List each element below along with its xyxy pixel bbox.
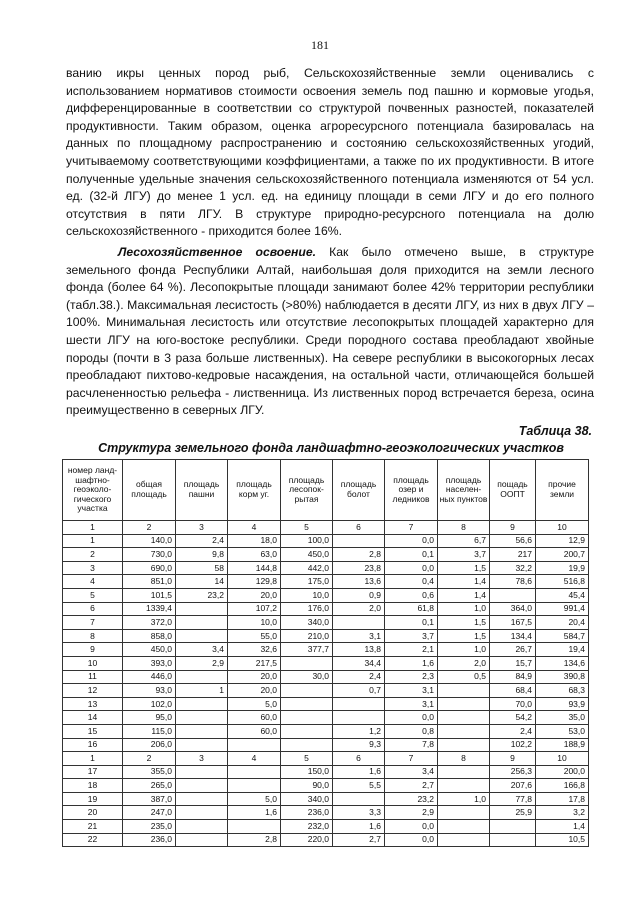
table-cell: 516,8	[536, 575, 589, 589]
table-cell: 210,0	[281, 629, 333, 643]
table-cell: 3,7	[385, 629, 438, 643]
table-cell: 851,0	[123, 575, 176, 589]
table-cell: 690,0	[123, 561, 176, 575]
table-cell: 8	[438, 521, 490, 535]
table-cell: 2,0	[333, 602, 385, 616]
table-cell: 8	[438, 752, 490, 766]
table-cell: 991,4	[536, 602, 589, 616]
table-cell: 18,0	[228, 534, 281, 548]
table-cell	[438, 820, 490, 834]
table-cell: 235,0	[123, 820, 176, 834]
table-cell: 446,0	[123, 670, 176, 684]
row-id-cell: 13	[63, 697, 123, 711]
table-cell: 56,6	[490, 534, 536, 548]
table-cell: 3,2	[536, 806, 589, 820]
table-cell: 175,0	[281, 575, 333, 589]
table-cell: 107,2	[228, 602, 281, 616]
table-cell: 2,7	[385, 779, 438, 793]
table-cell	[333, 792, 385, 806]
table-cell: 10,0	[281, 588, 333, 602]
table-cell: 1,4	[536, 820, 589, 834]
row-id-cell: 1	[63, 521, 123, 535]
table-row	[63, 656, 589, 670]
table-row	[63, 833, 589, 847]
header-cell: номер ланд-шафтно-геоэколо-гического участка	[63, 460, 123, 521]
table-cell: 0,0	[385, 534, 438, 548]
table-cell: 101,5	[123, 588, 176, 602]
table-cell	[438, 697, 490, 711]
table-cell: 236,0	[123, 833, 176, 847]
table-row	[63, 765, 589, 779]
table-cell	[176, 792, 228, 806]
table-cell: 32,6	[228, 643, 281, 657]
table-cell	[438, 684, 490, 698]
table-row	[63, 602, 589, 616]
row-id-cell: 14	[63, 711, 123, 725]
table-cell: 730,0	[123, 548, 176, 562]
table-cell: 3,1	[385, 697, 438, 711]
row-id-cell: 10	[63, 656, 123, 670]
header-cell: прочие земли	[536, 460, 589, 521]
table-cell: 2,9	[176, 656, 228, 670]
table-cell: 3,1	[385, 684, 438, 698]
table-cell: 134,6	[536, 656, 589, 670]
row-id-cell: 20	[63, 806, 123, 820]
table-cell: 61,8	[385, 602, 438, 616]
table-cell: 90,0	[281, 779, 333, 793]
table-cell: 6	[333, 752, 385, 766]
table-cell: 207,6	[490, 779, 536, 793]
table-cell: 188,9	[536, 738, 589, 752]
row-id-cell: 12	[63, 684, 123, 698]
table-row	[63, 588, 589, 602]
table-cell: 256,3	[490, 765, 536, 779]
table-cell: 54,2	[490, 711, 536, 725]
table-cell: 140,0	[123, 534, 176, 548]
table-cell: 176,0	[281, 602, 333, 616]
table-cell: 247,0	[123, 806, 176, 820]
table-cell: 1,2	[333, 724, 385, 738]
table-cell: 1,5	[438, 616, 490, 630]
table-cell	[176, 711, 228, 725]
table-cell: 26,7	[490, 643, 536, 657]
table-cell: 32,2	[490, 561, 536, 575]
table-row	[63, 806, 589, 820]
table-cell: 30,0	[281, 670, 333, 684]
table-cell: 2,9	[385, 806, 438, 820]
table-cell	[438, 738, 490, 752]
row-id-cell: 9	[63, 643, 123, 657]
table-cell	[281, 697, 333, 711]
table-cell: 1339,4	[123, 602, 176, 616]
table-cell: 450,0	[123, 643, 176, 657]
table-cell: 0,6	[385, 588, 438, 602]
table-cell	[438, 779, 490, 793]
table-cell: 206,0	[123, 738, 176, 752]
table-cell: 377,7	[281, 643, 333, 657]
table-cell: 34,4	[333, 656, 385, 670]
table-cell: 2	[123, 521, 176, 535]
table-cell	[438, 765, 490, 779]
table-cell	[333, 616, 385, 630]
header-cell: площадь корм уг.	[228, 460, 281, 521]
table-cell: 14	[176, 575, 228, 589]
table-cell: 144,8	[228, 561, 281, 575]
table-cell	[438, 711, 490, 725]
table-row	[63, 575, 589, 589]
table-cell: 10	[536, 521, 589, 535]
table-cell: 5,0	[228, 792, 281, 806]
header-cell: пощадь ООПТ	[490, 460, 536, 521]
table-cell	[176, 738, 228, 752]
table-cell: 7	[385, 752, 438, 766]
table-cell: 102,2	[490, 738, 536, 752]
table-cell: 60,0	[228, 711, 281, 725]
table-cell	[281, 738, 333, 752]
table-cell: 1,0	[438, 602, 490, 616]
table-cell: 0,1	[385, 616, 438, 630]
header-cell: площадь болот	[333, 460, 385, 521]
table-cell: 166,8	[536, 779, 589, 793]
table-cell: 2	[123, 752, 176, 766]
table-cell: 5,5	[333, 779, 385, 793]
table-cell: 5	[281, 521, 333, 535]
table-cell: 58	[176, 561, 228, 575]
table-cell: 5,0	[228, 697, 281, 711]
table-cell	[333, 697, 385, 711]
table-cell	[490, 820, 536, 834]
table-cell: 20,0	[228, 670, 281, 684]
table-row	[63, 561, 589, 575]
table-cell: 1	[176, 684, 228, 698]
table-cell: 150,0	[281, 765, 333, 779]
table-cell: 2,4	[333, 670, 385, 684]
table-cell: 0,1	[385, 548, 438, 562]
table-cell: 200,7	[536, 548, 589, 562]
table-header-row	[63, 460, 589, 521]
table-cell: 1,6	[333, 820, 385, 834]
table-cell: 2,4	[490, 724, 536, 738]
table-cell: 1,6	[333, 765, 385, 779]
table-cell: 217	[490, 548, 536, 562]
header-cell: площадь озер и ледников	[385, 460, 438, 521]
table-cell: 13,8	[333, 643, 385, 657]
table-cell	[176, 779, 228, 793]
paragraph-forestry	[66, 244, 594, 420]
table-cell	[490, 588, 536, 602]
table-cell	[176, 697, 228, 711]
table-cell	[176, 833, 228, 847]
table-cell: 15,7	[490, 656, 536, 670]
table-cell: 2,8	[228, 833, 281, 847]
table-cell: 20,0	[228, 684, 281, 698]
row-id-cell: 17	[63, 765, 123, 779]
table-cell: 3	[176, 752, 228, 766]
table-cell: 63,0	[228, 548, 281, 562]
table-cell	[333, 711, 385, 725]
page-number: 181	[311, 38, 329, 52]
table-cell	[176, 724, 228, 738]
table-cell: 372,0	[123, 616, 176, 630]
table-cell: 858,0	[123, 629, 176, 643]
table-cell: 387,0	[123, 792, 176, 806]
table-label: Таблица 38.	[518, 424, 592, 438]
row-id-cell: 6	[63, 602, 123, 616]
table-cell: 1,5	[438, 561, 490, 575]
table-cell	[228, 765, 281, 779]
table-cell: 0,8	[385, 724, 438, 738]
table-cell: 1,4	[438, 588, 490, 602]
table-cell: 0,0	[385, 561, 438, 575]
row-id-cell: 15	[63, 724, 123, 738]
header-cell: площадь лесопок-рытая	[281, 460, 333, 521]
table-cell: 450,0	[281, 548, 333, 562]
table-cell	[333, 534, 385, 548]
table-cell: 9,8	[176, 548, 228, 562]
table-cell: 10,5	[536, 833, 589, 847]
table-row	[63, 670, 589, 684]
table-cell: 68,3	[536, 684, 589, 698]
table-body	[63, 521, 589, 847]
table-cell: 1,4	[438, 575, 490, 589]
table-row	[63, 779, 589, 793]
table-cell: 4	[228, 752, 281, 766]
table-cell: 20,4	[536, 616, 589, 630]
table-cell: 53,0	[536, 724, 589, 738]
table-cell	[176, 765, 228, 779]
table-cell: 0,9	[333, 588, 385, 602]
table-cell	[176, 820, 228, 834]
table-cell: 9	[490, 752, 536, 766]
table-cell: 10	[536, 752, 589, 766]
row-id-cell: 2	[63, 548, 123, 562]
table-cell	[228, 820, 281, 834]
table-cell: 13,6	[333, 575, 385, 589]
table-cell: 3,4	[176, 643, 228, 657]
table-cell	[490, 833, 536, 847]
table-row	[63, 684, 589, 698]
table-cell	[176, 629, 228, 643]
paragraph-agro-text: ванию икры ценных пород рыб, Сельскохозяйственные земли оценивались с использованием нормативов стоимости освоения земель под пашню и кормовые угодья, дифференцированные в соответствии со структурой почвенных разностей, показателей продуктивности. Таким образом, оценка агроресурсного потенциала базировалась на данных по площадному распространению и состоянию сельскохозяйственных угодий, учитываемому соответствующими коэффициентами, а также по их продуктивности. В итоге полученные удельные значения сельскохозяйственного потенциала изменяются от 54 усл. ед. (32-й ЛГУ) до менее 1 усл. ед. на единицу площади в семи ЛГУ и до его полного отсутствия в пяти ЛГУ. В структуре природно-ресурсного потенциала на долю сельскохозяйственного - приходится более 16%.	[66, 66, 594, 239]
table-cell: 6,7	[438, 534, 490, 548]
column-number-row	[63, 752, 589, 766]
table-cell: 7,8	[385, 738, 438, 752]
row-id-cell: 19	[63, 792, 123, 806]
row-id-cell: 22	[63, 833, 123, 847]
table-cell: 23,8	[333, 561, 385, 575]
table-cell: 200,0	[536, 765, 589, 779]
table-cell: 9	[490, 521, 536, 535]
table-cell	[176, 602, 228, 616]
table-cell: 19,4	[536, 643, 589, 657]
section-heading: Лесохозяйственное освоение.	[118, 245, 316, 259]
table-cell: 2,0	[438, 656, 490, 670]
table-cell: 70,0	[490, 697, 536, 711]
table-cell: 6	[333, 521, 385, 535]
row-id-cell: 4	[63, 575, 123, 589]
table-cell: 2,3	[385, 670, 438, 684]
table-cell: 393,0	[123, 656, 176, 670]
table-row	[63, 643, 589, 657]
table-cell: 115,0	[123, 724, 176, 738]
table-cell: 3,4	[385, 765, 438, 779]
table-cell: 1,6	[228, 806, 281, 820]
row-id-cell: 3	[63, 561, 123, 575]
table-cell	[176, 670, 228, 684]
row-id-cell: 16	[63, 738, 123, 752]
paragraph-agro	[66, 65, 594, 241]
header-cell: площадь пашни	[176, 460, 228, 521]
table-cell: 17,8	[536, 792, 589, 806]
table-cell: 4	[228, 521, 281, 535]
row-id-cell: 1	[63, 534, 123, 548]
table-cell: 1,0	[438, 792, 490, 806]
table-cell: 3,3	[333, 806, 385, 820]
table-cell: 232,0	[281, 820, 333, 834]
row-id-cell: 5	[63, 588, 123, 602]
table-cell: 390,8	[536, 670, 589, 684]
table-cell: 5	[281, 752, 333, 766]
table-cell	[281, 711, 333, 725]
table-cell: 265,0	[123, 779, 176, 793]
row-id-cell: 18	[63, 779, 123, 793]
paragraph-forestry-text	[66, 244, 594, 420]
table-cell	[228, 779, 281, 793]
table-cell: 23,2	[176, 588, 228, 602]
paragraph-forestry-body: Как было отмечено выше, в структуре земельного фонда Республики Алтай, наибольшая доля приходится на земли лесного фонда (более 64 %). Лесопокрытые площади занимают более 42% территории республики (табл.38.). Максимальная лесистость (>80%) наблюдается в десяти ЛГУ, из них в двух ЛГУ – 100%. Минимальная лесистость или отсутствие лесопокрытых площадей характерно для шести ЛГУ на юго-востоке республики. Среди породного состава преобладают хвойные породы (почти в 3 раза больше лиственных). На севере республики в высокогорных лесах преобладают пихтово-кедровые насаждения, на остальной части, отличающейся большей расчлененностью рельефа - лиственница. Из лиственных пород встречается береза, осина преимущественно в северных ЛГУ.	[66, 245, 594, 418]
table-cell: 60,0	[228, 724, 281, 738]
table-cell: 1,6	[385, 656, 438, 670]
table-cell: 2,8	[333, 548, 385, 562]
table-cell: 25,9	[490, 806, 536, 820]
table-cell	[228, 738, 281, 752]
table-cell: 10,0	[228, 616, 281, 630]
table-cell: 1,5	[438, 629, 490, 643]
column-number-row	[63, 521, 589, 535]
table-cell: 1,0	[438, 643, 490, 657]
table-cell	[438, 724, 490, 738]
table-cell: 0,5	[438, 670, 490, 684]
table-title: Структура земельного фонда ландшафтно-геоэкологических участков	[98, 441, 564, 455]
table-cell: 2,1	[385, 643, 438, 657]
table-cell: 78,6	[490, 575, 536, 589]
table-cell: 93,9	[536, 697, 589, 711]
table-cell: 217,5	[228, 656, 281, 670]
table-cell: 355,0	[123, 765, 176, 779]
table-cell: 364,0	[490, 602, 536, 616]
header-cell: площадь населен-ных пунктов	[438, 460, 490, 521]
table-cell: 19,9	[536, 561, 589, 575]
table-cell: 220,0	[281, 833, 333, 847]
table-cell: 3,7	[438, 548, 490, 562]
table-cell: 236,0	[281, 806, 333, 820]
row-id-cell: 21	[63, 820, 123, 834]
table-cell: 0,0	[385, 820, 438, 834]
table-cell: 100,0	[281, 534, 333, 548]
table-row	[63, 548, 589, 562]
table-cell: 340,0	[281, 792, 333, 806]
row-id-cell: 11	[63, 670, 123, 684]
table-row	[63, 792, 589, 806]
table-row	[63, 711, 589, 725]
table-cell	[438, 806, 490, 820]
table-cell: 0,0	[385, 833, 438, 847]
table-row	[63, 738, 589, 752]
table-cell	[281, 656, 333, 670]
table-row	[63, 724, 589, 738]
land-fund-table	[62, 459, 589, 847]
table-cell: 129,8	[228, 575, 281, 589]
table-cell: 35,0	[536, 711, 589, 725]
table-cell: 84,9	[490, 670, 536, 684]
table-cell: 2,4	[176, 534, 228, 548]
table-cell: 3,1	[333, 629, 385, 643]
table-cell: 0,4	[385, 575, 438, 589]
header-cell: общая площадь	[123, 460, 176, 521]
table-cell: 95,0	[123, 711, 176, 725]
row-id-cell: 8	[63, 629, 123, 643]
table-cell: 23,2	[385, 792, 438, 806]
table-cell: 7	[385, 521, 438, 535]
table-cell: 167,5	[490, 616, 536, 630]
table-cell: 0,0	[385, 711, 438, 725]
table-row	[63, 616, 589, 630]
row-id-cell: 1	[63, 752, 123, 766]
table-cell	[176, 806, 228, 820]
table-cell	[281, 724, 333, 738]
table-cell	[281, 684, 333, 698]
table-cell: 340,0	[281, 616, 333, 630]
table-cell: 93,0	[123, 684, 176, 698]
table-cell: 45,4	[536, 588, 589, 602]
table-cell: 0,7	[333, 684, 385, 698]
row-id-cell: 7	[63, 616, 123, 630]
table-cell: 102,0	[123, 697, 176, 711]
table-row	[63, 820, 589, 834]
table-cell: 12,9	[536, 534, 589, 548]
table-cell: 3	[176, 521, 228, 535]
table-row	[63, 629, 589, 643]
table-cell: 55,0	[228, 629, 281, 643]
table-cell: 20,0	[228, 588, 281, 602]
table-row	[63, 697, 589, 711]
table-row	[63, 534, 589, 548]
table-cell: 68,4	[490, 684, 536, 698]
table-cell: 9,3	[333, 738, 385, 752]
table-cell: 77,8	[490, 792, 536, 806]
table-cell: 2,7	[333, 833, 385, 847]
table-cell: 134,4	[490, 629, 536, 643]
table-cell: 442,0	[281, 561, 333, 575]
table-cell: 584,7	[536, 629, 589, 643]
table-cell	[176, 616, 228, 630]
table-cell	[438, 833, 490, 847]
